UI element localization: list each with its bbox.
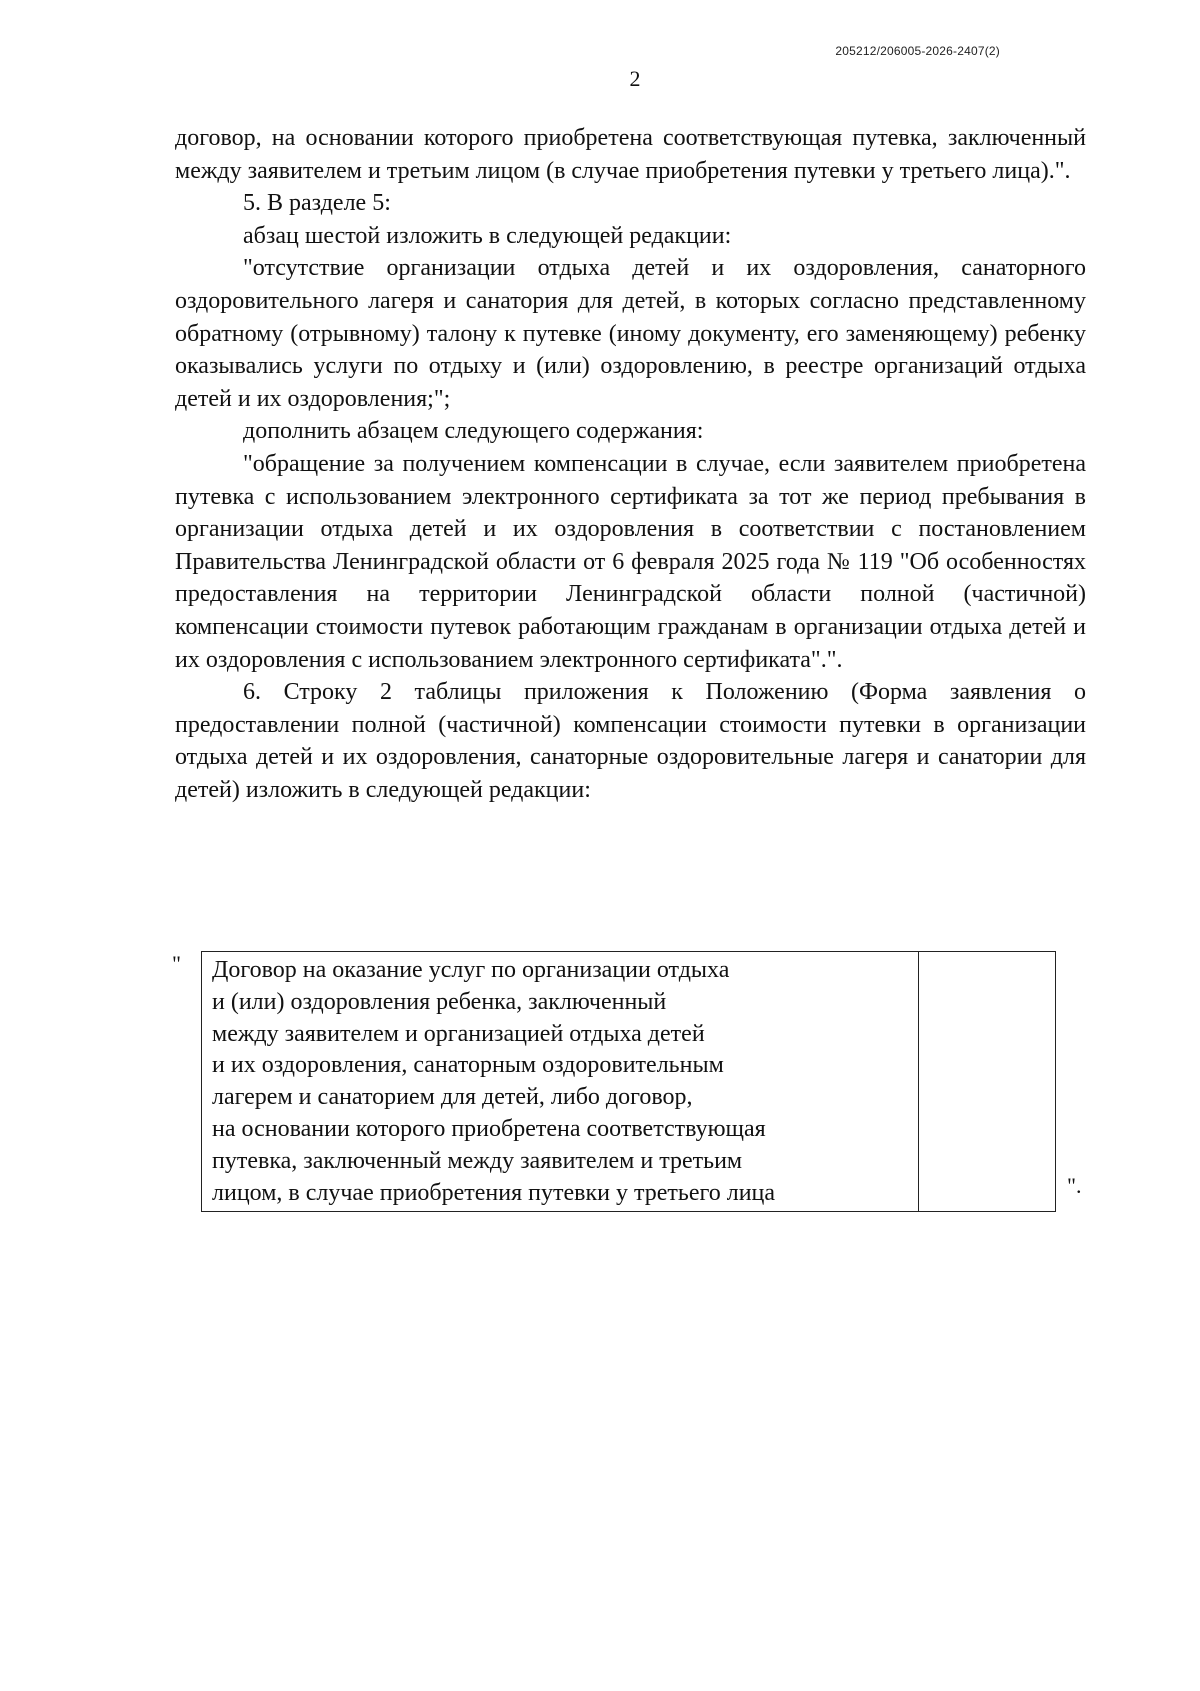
table-cell-line: на основании которого приобретена соответствующая bbox=[212, 1115, 766, 1142]
table-cell-line: между заявителем и организацией отдыха детей bbox=[212, 1020, 705, 1047]
table-cell-description bbox=[202, 952, 919, 1212]
paragraph-add-clause-text: "обращение за получением компенсации в случае, если заявителем приобретена путевка с использованием электронного сертификата за тот же период пребывания в организации отдыха детей и их оздоровления в соответствии с постановлением Правительства Ленинградской области от 6 февраля 2025 года № 119 "Об особенностях предоставления на территории Ленинградской области полной (частичной) компенсации стоимости путевок работающим гражданам в организации отдыха детей и их оздоровления с использованием электронного сертификата".". bbox=[175, 450, 1086, 673]
table-cell-empty bbox=[918, 952, 1055, 1212]
table-open-quote: " bbox=[172, 951, 181, 976]
paragraph-sixth-clause-text: "отсутствие организации отдыха детей и их оздоровления, санаторного оздоровительного лагеря и санатория для детей, в которых согласно представленному обратному (отрывному) талону к путевке (иному документу, его заменяющему) ребенку оказывались услуги по отдыху и (или) оздоровлению, в реестре организаций отдыха детей и их оздоровления;"; bbox=[175, 255, 1086, 412]
table-cell-line: путевка, заключенный между заявителем и третьим bbox=[212, 1147, 743, 1174]
table-cell-line: Договор на оказание услуг по организации отдыха bbox=[212, 957, 730, 983]
table-row bbox=[202, 952, 1056, 1212]
table-cell-line: и (или) оздоровления ребенка, заключенный bbox=[212, 988, 667, 1015]
replacement-table-block bbox=[172, 951, 1092, 1213]
table-cell-line: лицом, в случае приобретения путевки у третьего лица bbox=[212, 1179, 776, 1206]
table-cell-line: и их оздоровления, санаторным оздоровительным bbox=[212, 1052, 724, 1079]
table-cell-line: лагерем и санаторием для детей, либо договор, bbox=[212, 1084, 693, 1111]
paragraph-sixth-clause-intro: абзац шестой изложить в следующей редакции: bbox=[243, 222, 732, 249]
document-body bbox=[175, 122, 1086, 806]
page-number: 2 bbox=[629, 66, 641, 91]
paragraph-add-clause-intro: дополнить абзацем следующего содержания: bbox=[243, 418, 704, 445]
paragraph-section-5: 5. В разделе 5: bbox=[243, 190, 391, 217]
table-close-quote: ". bbox=[1067, 1173, 1082, 1198]
paragraph-continuation: договор, на основании которого приобретена соответствующая путевка, заключенный между заявителем и третьим лицом (в случае приобретения путевки у третьего лица).". bbox=[175, 125, 1086, 184]
paragraph-item-6: 6. Строку 2 таблицы приложения к Положению (Форма заявления о предоставлении полной (частичной) компенсации стоимости путевки в организации отдыха детей и их оздоровления, санаторные оздоровительные лагеря и санатории для детей) изложить в следующей редакции: bbox=[175, 679, 1086, 803]
document-registration-number: 205212/206005-2026-2407(2) bbox=[835, 44, 1000, 58]
replacement-table bbox=[201, 951, 1056, 1212]
